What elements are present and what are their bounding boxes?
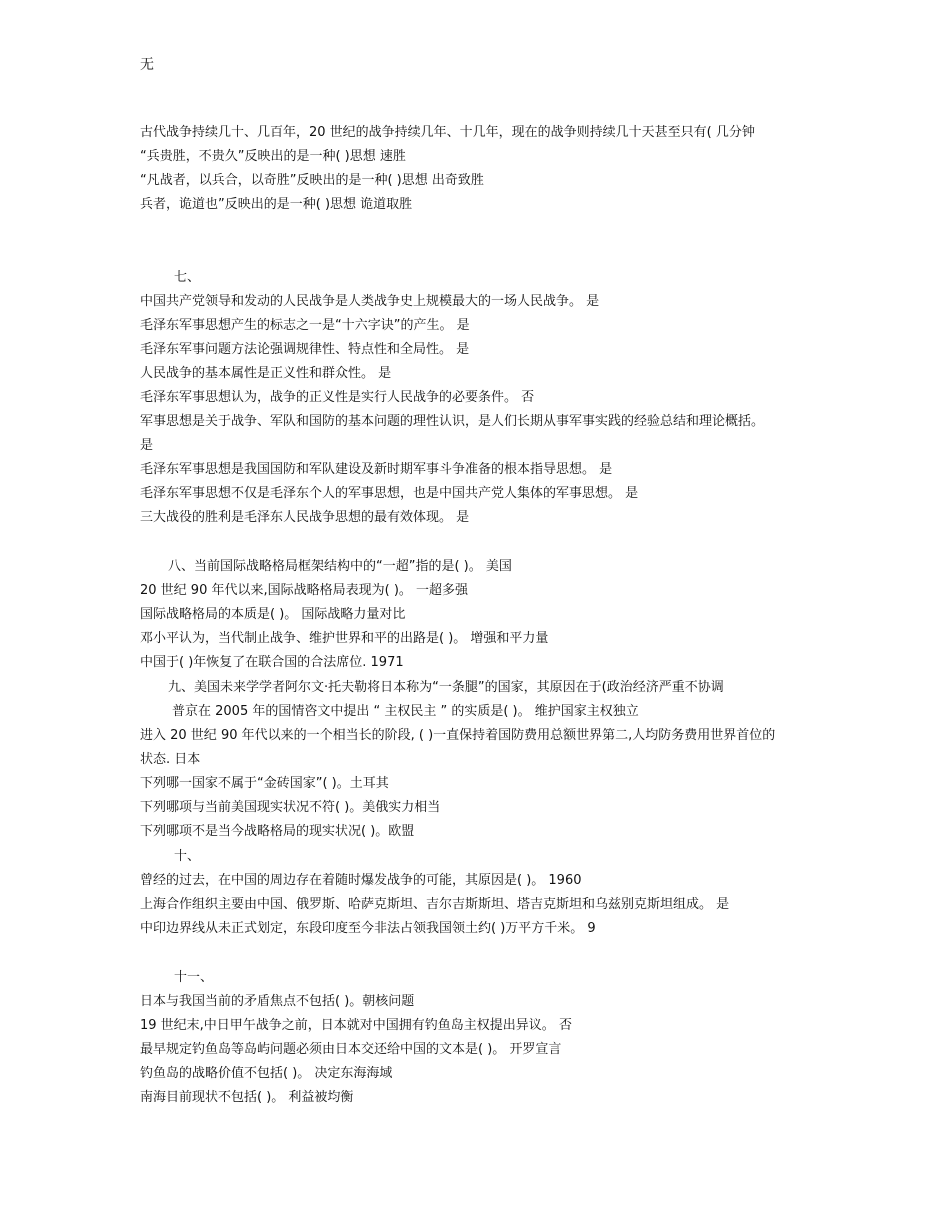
text-line: 中国于( )年恢复了在联合国的合法席位. 1971 — [140, 655, 404, 670]
text-line: 毛泽东军事思想产生的标志之一是“十六字诀”的产生。 是 — [140, 318, 470, 333]
text-line: 19 世纪末,中日甲午战争之前，日本就对中国拥有钓鱼岛主权提出异议。 否 — [140, 1018, 572, 1033]
text-line: 毛泽东军事思想认为，战争的正义性是实行人民战争的必要条件。 否 — [140, 390, 535, 405]
text-line: 军事思想是关于战争、军队和国防的基本问题的理性认识，是人们长期从事军事实践的经验总结和理论概括。 — [140, 414, 765, 429]
text-line: 南海目前现状不包括( )。 利益被均衡 — [140, 1090, 354, 1105]
text-line: 中国共产党领导和发动的人民战争是人类战争史上规模最大的一场人民战争。 是 — [140, 294, 600, 309]
text-line: 毛泽东军事问题方法论强调规律性、特点性和全局性。 是 — [140, 342, 470, 357]
text-line: 下列哪一国家不属于“金砖国家”( )。土耳其 — [140, 776, 389, 791]
text-line: “兵贵胜，不贵久”反映出的是一种( )思想 速胜 — [140, 149, 406, 164]
text-line: 下列哪项与当前美国现实状况不符( )。美俄实力相当 — [140, 800, 441, 815]
section-heading: 十一、 — [174, 970, 214, 985]
text-line: 上海合作组织主要由中国、俄罗斯、哈萨克斯坦、吉尔吉斯斯坦、塔吉克斯坦和乌兹别克斯坦组成。 是 — [140, 897, 730, 912]
text-line: 钓鱼岛的战略价值不包括( )。 决定东海海域 — [140, 1066, 393, 1081]
text-line: “凡战者，以兵合，以奇胜”反映出的是一种( )思想 出奇致胜 — [140, 173, 484, 188]
text-line: 毛泽东军事思想不仅是毛泽东个人的军事思想，也是中国共产党人集体的军事思想。 是 — [140, 486, 639, 501]
text-segment: 九、美国未来学学者阿尔文·托夫勒将日本称为“一条腿”的国家，其原因在于( — [168, 680, 607, 695]
text-line: 日本与我国当前的矛盾焦点不包括( )。朝核问题 — [140, 994, 415, 1009]
text-line: 兵者，诡道也”反映出的是一种( )思想 诡道取胜 — [140, 197, 413, 212]
text-line: 最早规定钓鱼岛等岛屿问题必须由日本交还给中国的文本是( )。 开罗宣言 — [140, 1042, 562, 1057]
text-line: 人民战争的基本属性是正义性和群众性。 是 — [140, 366, 392, 381]
text-line: 无 — [140, 57, 154, 73]
text-line: 是 — [140, 438, 154, 453]
text-line: 中印边界线从未正式划定，东段印度至今非法占领我国领土约( )万平方千米。 9 — [140, 921, 596, 936]
text-line: 下列哪项不是当今战略格局的现实状况( )。欧盟 — [140, 824, 415, 839]
text-line: 状态. 日本 — [140, 752, 201, 767]
text-line: 毛泽东军事思想是我国国防和军队建设及新时期军事斗争准备的根本指导思想。 是 — [140, 462, 613, 477]
text-line: 古代战争持续几十、几百年，20 世纪的战争持续几年、十几年，现在的战争则持续几十天甚至只有( 几分钟 — [140, 125, 755, 140]
text-line: 普京在 2005 年的国情咨文中提出 “ 主权民主 ” 的实质是( )。 维护国家主权独立 — [172, 704, 639, 719]
section-heading — [168, 680, 724, 696]
text-line: 国际战略格局的本质是( )。 国际战略力量对比 — [140, 607, 406, 622]
text-line: 三大战役的胜利是毛泽东人民战争思想的最有效体现。 是 — [140, 510, 470, 525]
text-line: 曾经的过去，在中国的周边存在着随时爆发战争的可能，其原因是( )。 1960 — [140, 873, 582, 888]
section-heading: 八、当前国际战略格局框架结构中的“一超”指的是( )。 美国 — [168, 559, 512, 574]
text-line: 20 世纪 90 年代以来,国际战略格局表现为( )。 一超多强 — [140, 583, 469, 598]
text-line: 邓小平认为，当代制止战争、维护世界和平的出路是( )。 增强和平力量 — [140, 631, 549, 646]
text-line: 进入 20 世纪 90 年代以来的一个相当长的阶段, ( )一直保持着国防费用总额世界第二,人均防务费用世界首位的 — [140, 728, 776, 743]
section-heading: 十、 — [174, 849, 201, 864]
text-segment: 政治经济严重不协调 — [606, 680, 724, 695]
section-heading: 七、 — [174, 270, 201, 285]
